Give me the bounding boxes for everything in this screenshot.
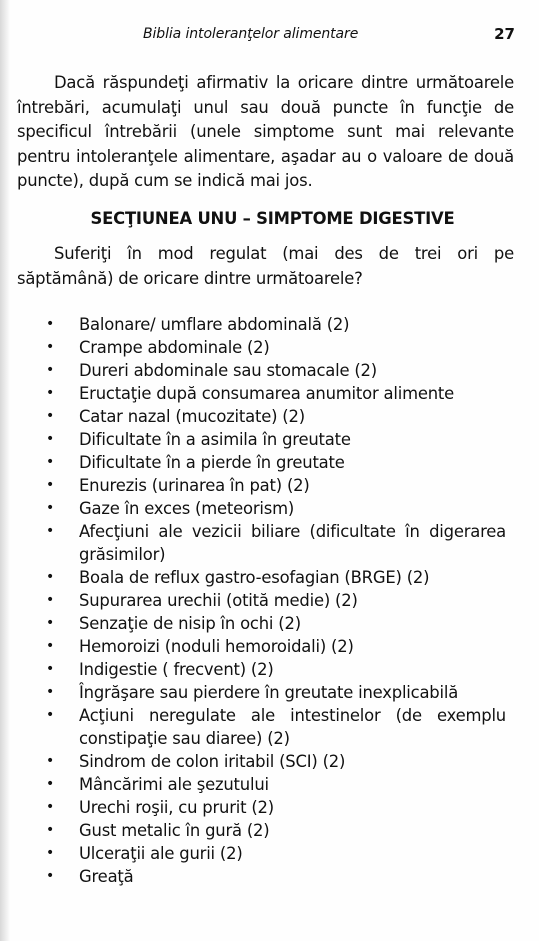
intro-paragraph: Dacă răspundeţi afirmativ la oricare dintre următoarele întrebări, acumulaţi unul sau două puncte în funcţie de specificul întrebării (unele simptome sunt mai relevante pentru intoleranţele alimentare, aşadar au o valoare de două puncte), după cum se indică mai jos. bbox=[17, 73, 514, 190]
symptom-text: Dificultate în a asimila în greutate bbox=[79, 430, 351, 449]
list-item bbox=[0, 405, 506, 428]
bullet-icon: • bbox=[46, 845, 55, 861]
symptom-text: Indigestie ( frecvent) (2) bbox=[79, 660, 274, 679]
symptom-text: Mâncărimi ale şezutului bbox=[79, 775, 269, 794]
symptom-text: Senzaţie de nisip în ochi (2) bbox=[79, 614, 301, 633]
symptom-text: Supurarea urechii (otită medie) (2) bbox=[79, 591, 358, 610]
list-item bbox=[0, 773, 506, 796]
list-item bbox=[0, 635, 506, 658]
list-item bbox=[0, 796, 506, 819]
symptom-text: Sindrom de colon iritabil (SCI) (2) bbox=[79, 752, 346, 771]
list-item bbox=[0, 520, 506, 566]
symptom-text: Gaze în exces (meteorism) bbox=[79, 499, 295, 518]
bullet-icon: • bbox=[46, 753, 55, 769]
list-item bbox=[0, 704, 506, 750]
list-item bbox=[0, 359, 506, 382]
list-item bbox=[0, 842, 506, 865]
bullet-icon: • bbox=[46, 615, 55, 631]
symptom-text: Balonare/ umflare abdominală (2) bbox=[79, 315, 350, 334]
symptom-text: Eructaţie după consumarea anumitor alimente bbox=[79, 384, 455, 403]
symptom-text: Urechi roşii, cu prurit (2) bbox=[79, 798, 274, 817]
symptom-text: Afecţiuni ale vezicii biliare (dificultate în digerarea grăsimilor) bbox=[79, 522, 506, 564]
symptom-text: Crampe abdominale (2) bbox=[79, 338, 270, 357]
bullet-icon: • bbox=[46, 661, 55, 677]
bullet-icon: • bbox=[46, 431, 55, 447]
symptom-text: Greaţă bbox=[79, 867, 134, 886]
list-item bbox=[0, 865, 506, 888]
list-item bbox=[0, 681, 506, 704]
symptom-text: Dificultate în a pierde în greutate bbox=[79, 453, 345, 472]
bullet-icon: • bbox=[46, 385, 55, 401]
bullet-icon: • bbox=[46, 362, 55, 378]
section-title: SECŢIUNEA UNU – SIMPTOME DIGESTIVE bbox=[90, 209, 455, 228]
list-item bbox=[0, 589, 506, 612]
symptom-text: Enurezis (urinarea în pat) (2) bbox=[79, 476, 310, 495]
bullet-icon: • bbox=[46, 408, 55, 424]
question-paragraph: Suferiţi în mod regulat (mai des de trei ori pe săptămână) de oricare dintre următoarele? bbox=[17, 244, 514, 288]
list-item bbox=[0, 750, 506, 773]
symptom-text: Catar nazal (mucozitate) (2) bbox=[79, 407, 305, 426]
bullet-icon: • bbox=[46, 316, 55, 332]
list-item bbox=[0, 658, 506, 681]
symptom-text: Dureri abdominale sau stomacale (2) bbox=[79, 361, 377, 380]
bullet-icon: • bbox=[46, 684, 55, 700]
page-header bbox=[143, 26, 515, 48]
symptom-list bbox=[0, 313, 539, 888]
list-item bbox=[0, 382, 506, 405]
bullet-icon: • bbox=[46, 799, 55, 815]
bullet-icon: • bbox=[46, 500, 55, 516]
list-item bbox=[0, 497, 506, 520]
symptom-text: Hemoroizi (noduli hemoroidali) (2) bbox=[79, 637, 354, 656]
list-item bbox=[0, 566, 506, 589]
bullet-icon: • bbox=[46, 339, 55, 355]
bullet-icon: • bbox=[46, 868, 55, 884]
bullet-icon: • bbox=[46, 477, 55, 493]
symptom-text: Gust metalic în gură (2) bbox=[79, 821, 270, 840]
list-item bbox=[0, 428, 506, 451]
list-item bbox=[0, 612, 506, 635]
symptom-text: Îngrăşare sau pierdere în greutate inexplicabilă bbox=[79, 683, 459, 702]
bullet-icon: • bbox=[46, 592, 55, 608]
bullet-icon: • bbox=[46, 523, 55, 539]
list-item bbox=[0, 819, 506, 842]
symptom-text: Ulceraţii ale gurii (2) bbox=[79, 844, 243, 863]
running-head: Biblia intoleranţelor alimentare bbox=[143, 26, 359, 42]
bullet-icon: • bbox=[46, 638, 55, 654]
bullet-icon: • bbox=[46, 776, 55, 792]
symptom-text: Acţiuni neregulate ale intestinelor (de exemplu constipaţie sau diaree) (2) bbox=[79, 706, 506, 748]
list-item bbox=[0, 336, 506, 359]
page-number: 27 bbox=[494, 25, 515, 43]
symptom-text: Boala de reflux gastro-esofagian (BRGE) (2) bbox=[79, 568, 430, 587]
bullet-icon: • bbox=[46, 707, 55, 723]
bullet-icon: • bbox=[46, 822, 55, 838]
bullet-icon: • bbox=[46, 454, 55, 470]
list-item bbox=[0, 474, 506, 497]
list-item bbox=[0, 313, 506, 336]
bullet-icon: • bbox=[46, 569, 55, 585]
list-item bbox=[0, 451, 506, 474]
